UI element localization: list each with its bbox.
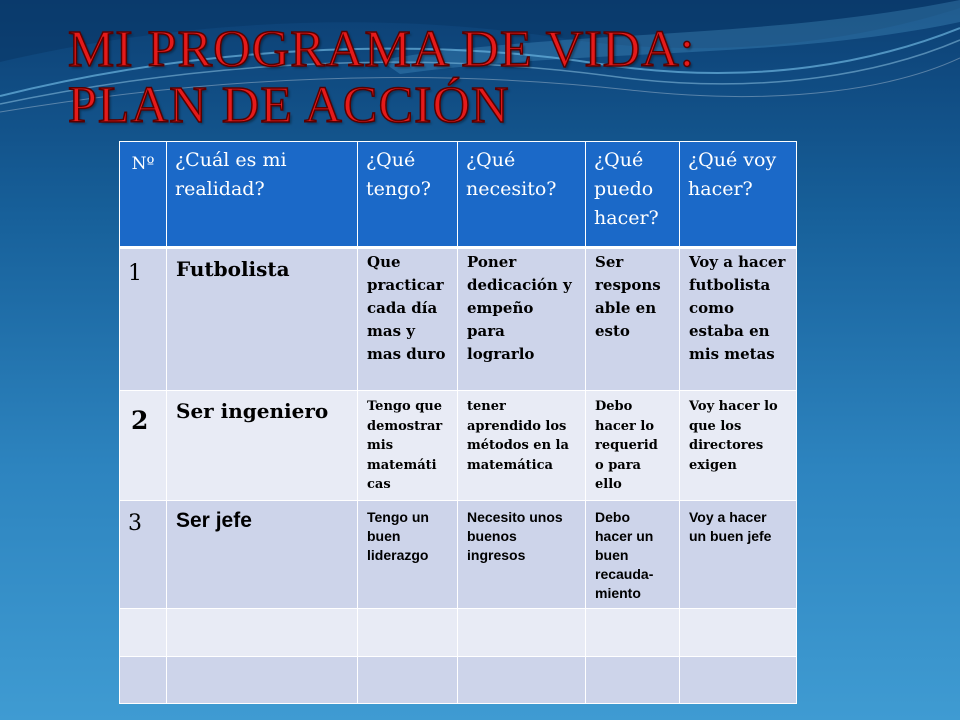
empty-cell — [458, 656, 586, 703]
empty-cell — [680, 656, 797, 703]
row-can-do: Ser respons able en esto — [586, 248, 680, 391]
table-row — [120, 391, 797, 501]
row-will-do: Voy hacer lo que los directores exigen — [680, 391, 797, 501]
row-number: 2 — [120, 391, 167, 501]
empty-cell — [120, 656, 167, 703]
action-plan-table — [119, 141, 797, 704]
row-need: Poner dedicación y empeño para lograrlo — [458, 248, 586, 391]
header-reality: ¿Cuál es mi realidad? — [167, 142, 358, 248]
header-have: ¿Qué tengo? — [358, 142, 458, 248]
row-reality: Ser ingeniero — [167, 391, 358, 501]
row-will-do: Voy a hacer un buen jefe — [680, 500, 797, 608]
row-can-do: Debo hacer lo requerid o para ello — [586, 391, 680, 501]
row-have: Tengo un buen liderazgo — [358, 500, 458, 608]
header-need: ¿Qué necesito? — [458, 142, 586, 248]
row-number: 1 — [120, 248, 167, 391]
empty-cell — [120, 608, 167, 656]
row-will-do: Voy a hacer futbolista como estaba en mis metas — [680, 248, 797, 391]
title-line-1: MI PROGRAMA DE VIDA: — [68, 21, 696, 78]
empty-cell — [358, 608, 458, 656]
header-number: Nº — [120, 142, 167, 248]
row-number: 3 — [120, 500, 167, 608]
empty-cell — [586, 608, 680, 656]
slide-title — [68, 22, 695, 134]
row-have: Que practicar cada día mas y mas duro — [358, 248, 458, 391]
table-row — [120, 248, 797, 391]
row-reality: Futbolista — [167, 248, 358, 391]
row-can-do: Debo hacer un buen recauda-miento — [586, 500, 680, 608]
header-can-do: ¿Qué puedo hacer? — [586, 142, 680, 248]
empty-cell — [167, 608, 358, 656]
empty-cell — [167, 656, 358, 703]
row-need: Necesito unos buenos ingresos — [458, 500, 586, 608]
row-have: Tengo que demostrar mis matemáti cas — [358, 391, 458, 501]
header-will-do: ¿Qué voy hacer? — [680, 142, 797, 248]
table-row — [120, 500, 797, 608]
title-line-2: PLAN DE ACCIÓN — [68, 77, 510, 134]
table-row-empty — [120, 608, 797, 656]
row-need: tener aprendido los métodos en la matemática — [458, 391, 586, 501]
row-reality: Ser jefe — [167, 500, 358, 608]
empty-cell — [680, 608, 797, 656]
empty-cell — [586, 656, 680, 703]
table-row-empty — [120, 656, 797, 703]
empty-cell — [358, 656, 458, 703]
table-header-row — [120, 142, 797, 248]
empty-cell — [458, 608, 586, 656]
